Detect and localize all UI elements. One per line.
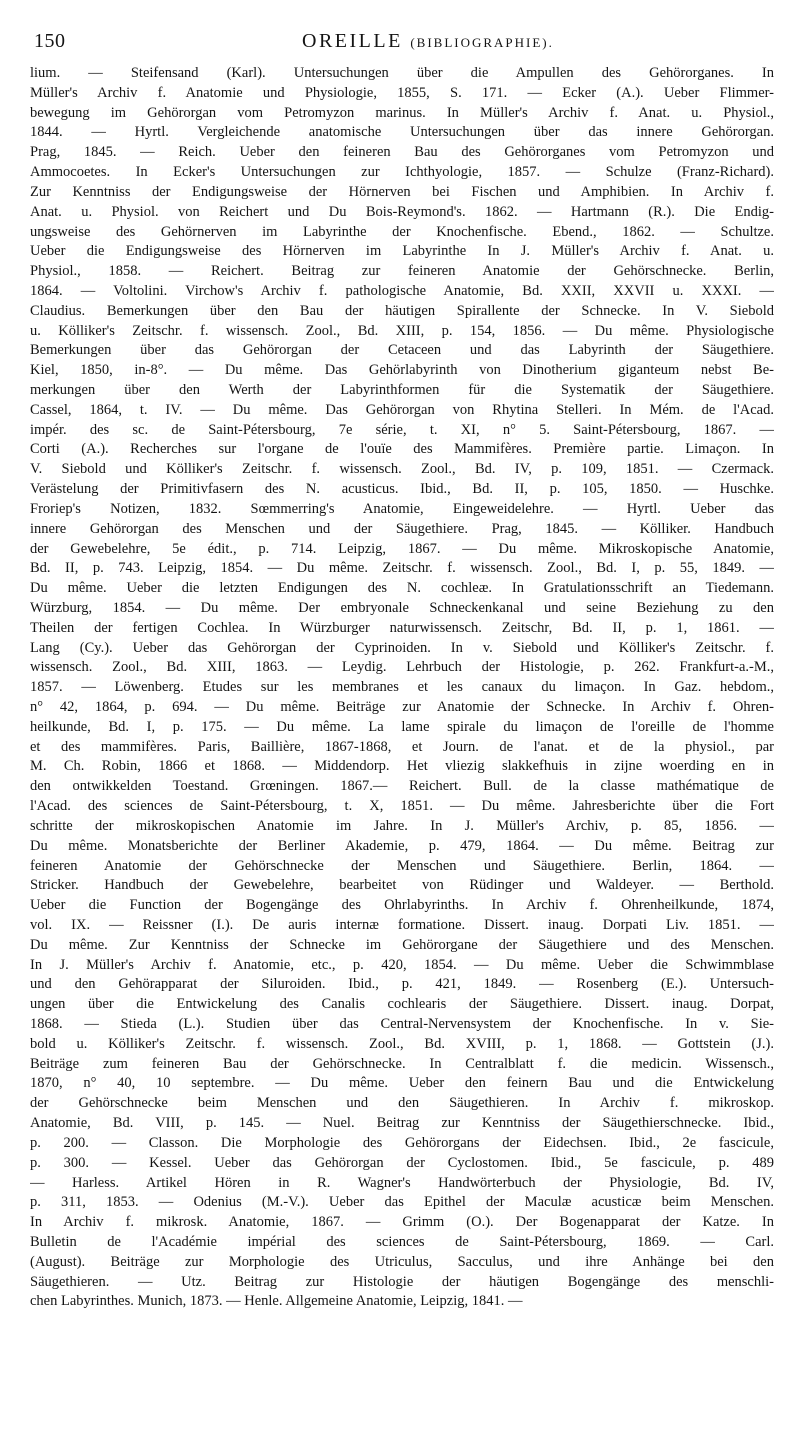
text-line: Würzburg, 1854. — Du même. Der embryonale Schneckenkanal und seine Beziehung zu den: [30, 599, 774, 616]
text-line: vol. IX. — Reissner (I.). De auris internæ formatione. Dissert. inaug. Dorpati Liv. 1851. —: [30, 916, 774, 933]
text-line: chen Labyrinthes. Munich, 1873. — Henle. Allgemeine Anatomie, Leipzig, 1841. —: [30, 1293, 523, 1310]
running-title: [302, 30, 554, 53]
text-line: wissensch. Zool., Bd. XIII, 1863. — Leydig. Lehrbuch der Histologie, p. 262. Frankfurt-a.-M.,: [30, 659, 774, 676]
text-line: Claudius. Bemerkungen über den Bau der häutigen Spirallente der Schnecke. In V. Siebold: [30, 302, 774, 319]
text-line: n° 42, 1864, p. 694. — Du même. Beiträge zur Anatomie der Schnecke. In Archiv f. Ohren-: [30, 699, 774, 715]
text-line: Froriep's Notizen, 1832. Sœmmerring's Anatomie, Eingeweidelehre. — Hyrtl. Ueber das: [30, 500, 774, 517]
text-line: 1857. — Löwenberg. Etudes sur les membranes et les canaux du limaçon. In Gaz. hebdom.,: [30, 679, 774, 696]
text-line: Du même. Monatsberichte der Berliner Akademie, p. 479, 1864. — Du même. Beitrag zur: [30, 837, 774, 854]
text-line: Lang (Cy.). Ueber das Gehörorgan der Cyprinoiden. In v. Siebold und Kölliker's Zeitschr. f.: [30, 639, 774, 656]
text-line: In J. Müller's Archiv f. Anatomie, etc., p. 420, 1854. — Du même. Ueber die Schwimmblase: [30, 956, 774, 973]
text-line: 1870, n° 40, 10 septembre. — Du même. Ueber den feinern Bau und die Entwickelung: [30, 1075, 774, 1092]
text-line: bold u. Kölliker's Zeitschr. f. wissensch. Zool., Bd. XVIII, p. 1, 1868. — Gottstein (J.).: [30, 1035, 774, 1052]
text-line: Ueber die Function der Bogengänge des Ohrlabyrinths. In Archiv f. Ohrenheilkunde, 1874,: [30, 897, 774, 914]
running-title-subtitle: (BIBLIOGRAPHIE).: [410, 35, 554, 50]
text-line: Säugethieren. — Utz. Beitrag zur Histologie der häutigen Bogengänge des menschli-: [30, 1273, 774, 1290]
text-line: 1868. — Stieda (L.). Studien über das Central-Nervensystem der Knochenfische. In v. Sie-: [30, 1016, 774, 1032]
text-line: bewegung im Gehörorgan vom Petromyzon marinus. In Müller's Archiv f. Anat. u. Physiol.,: [30, 104, 774, 121]
text-line: Theilen der fertigen Cochlea. In Würzburger naturwissensch. Zeitschr, Bd. II, p. 1, 1861. —: [30, 619, 774, 636]
text-line: et des mammifères. Paris, Baillière, 1867-1868, et Journ. de l'anat. et de la physiol., par: [30, 738, 774, 755]
running-title-main: OREILLE: [302, 30, 403, 52]
bibliography-text: [30, 64, 774, 1312]
text-line: Du même. Zur Kenntniss der Schnecke im Gehörorgane der Säugethiere und des Menschen.: [30, 936, 774, 953]
text-line: In Archiv f. mikrosk. Anatomie, 1867. — Grimm (O.). Der Bogenapparat der Katze. In: [30, 1214, 774, 1231]
text-line: ungen über die Entwickelung des Canalis cochlearis der Säugethiere. Dissert. inaug. Dorpat,: [30, 996, 774, 1013]
text-line: — Harless. Artikel Hören in R. Wagner's Handwörterbuch der Physiologie, Bd. IV,: [30, 1174, 774, 1191]
text-line: Stricker. Handbuch der Gewebelehre, bearbeitet von Rüdinger und Waldeyer. — Berthold.: [30, 877, 774, 894]
text-line: (August). Beiträge zur Morphologie des Utriculus, Sacculus, und ihre Anhänge bei den: [30, 1253, 774, 1270]
text-line: feineren Anatomie der Gehörschnecke der Menschen und Säugethiere. Berlin, 1864. —: [30, 857, 774, 874]
text-line: Verästelung der Primitivfasern des N. acusticus. Ibid., Bd. II, p. 105, 1850. — Huschke.: [30, 481, 774, 498]
text-line: p. 311, 1853. — Odenius (M.-V.). Ueber das Epithel der Maculæ acusticæ beim Menschen.: [30, 1194, 774, 1211]
text-line: Du même. Ueber die letzten Endigungen des N. cochleæ. In Gratulationsschrift an Tiedemann.: [30, 580, 774, 597]
text-line: Anat. u. Physiol. von Reichert und Du Bois-Reymond's. 1862. — Hartmann (R.). Die Endig-: [30, 203, 774, 220]
text-line: Kiel, 1850, in-8°. — Du même. Das Gehörlabyrinth von Dinotherium giganteum nebst Be-: [30, 362, 774, 379]
text-line: 1844. — Hyrtl. Vergleichende anatomische Untersuchungen über das innere Gehörorgan.: [30, 124, 774, 141]
text-line: den ontwikkelden Toestand. Grœningen. 1867.— Reichert. Bull. de la classe mathématique de: [30, 778, 774, 795]
text-line: und den Gehörapparat der Siluroiden. Ibid., p. 421, 1849. — Rosenberg (E.). Untersuch-: [30, 976, 774, 993]
text-line: Bemerkungen über das Gehörorgan der Cetaceen und das Labyrinth der Säugethiere.: [30, 342, 774, 359]
text-line: innere Gehörorgan des Menschen und der Säugethiere. Prag, 1845. — Kölliker. Handbuch: [30, 520, 774, 537]
text-line: Physiol., 1858. — Reichert. Beitrag zur feineren Anatomie der Gehörschnecke. Berlin,: [30, 263, 774, 280]
text-line: p. 200. — Classon. Die Morphologie des Gehörorgans der Eidechsen. Ibid., 2e fascicule,: [30, 1134, 774, 1151]
text-line: 1864. — Voltolini. Virchow's Archiv f. pathologische Anatomie, Bd. XXII, XXVII u. XXXI. —: [30, 282, 774, 299]
text-line: u. Kölliker's Zeitschr. f. wissensch. Zool., Bd. XIII, p. 154, 1856. — Du même. Physiologische: [30, 322, 774, 339]
text-line: l'Acad. des sciences de Saint-Pétersbourg, t. X, 1851. — Du même. Jahresberichte über die Fort: [30, 798, 774, 815]
text-line: Beiträge zum feineren Bau der Gehörschnecke. In Centralblatt f. die medicin. Wissensch.,: [30, 1055, 774, 1072]
text-line: Ueber die Endigungsweise des Hörnerven im Labyrinthe In J. Müller's Archiv f. Anat. u.: [30, 243, 774, 260]
text-line: heilkunde, Bd. I, p. 175. — Du même. La lame spirale du limaçon de l'oreille de l'homme: [30, 718, 774, 735]
text-line: schritte der mikroskopischen Anatomie im Jahre. In J. Müller's Archiv, p. 85, 1856. —: [30, 817, 774, 834]
text-line: Corti (A.). Recherches sur l'organe de l'ouïe des Mammifères. Première partie. Limaçon. In: [30, 441, 774, 458]
text-line: impér. des sc. de Saint-Pétersbourg, 7e série, t. XI, n° 5. Saint-Pétersbourg, 1867. —: [30, 421, 774, 438]
text-line: Anatomie, Bd. VIII, p. 145. — Nuel. Beitrag zur Kenntniss der Säugethierschnecke. Ibid.,: [30, 1115, 774, 1132]
text-line: V. Siebold und Kölliker's Zeitschr. f. wissensch. Zool., Bd. IV, p. 109, 1851. — Czermack.: [30, 461, 774, 478]
text-line: lium. — Steifensand (Karl). Untersuchungen über die Ampullen des Gehörorganes. In: [30, 65, 774, 81]
page-number: 150: [34, 30, 66, 52]
text-line: Bd. II, p. 743. Leipzig, 1854. — Du même. Zeitschr. f. wissensch. Zool., Bd. I, p. 55, 1849. —: [30, 560, 774, 577]
text-line: Cassel, 1864, t. IV. — Du même. Das Gehörorgan von Rhytina Stelleri. In Mém. de l'Acad.: [30, 401, 774, 418]
text-line: ungsweise des Gehörnerven im Labyrinthe der Knochenfische. Ebend., 1862. — Schultze.: [30, 223, 774, 240]
text-line: Müller's Archiv f. Anatomie und Physiologie, 1855, S. 171. — Ecker (A.). Ueber Flimmer-: [30, 84, 774, 101]
text-line: der Gehörschnecke beim Menschen und den Säugethieren. In Archiv f. mikroskop.: [30, 1095, 774, 1112]
text-line: Prag, 1845. — Reich. Ueber den feineren Bau des Gehörorganes vom Petromyzon und: [30, 144, 774, 161]
text-line: Bulletin de l'Académie impérial des sciences de Saint-Pétersbourg, 1869. — Carl.: [30, 1233, 774, 1250]
text-line: p. 300. — Kessel. Ueber das Gehörorgan der Cyclostomen. Ibid., 5e fascicule, p. 489: [30, 1154, 774, 1171]
text-line: M. Ch. Robin, 1866 et 1868. — Middendorp. Het vliezig slakkefhuis in zijne woerding en in: [30, 758, 774, 775]
page-header: [34, 30, 774, 66]
text-line: Ammocoetes. In Ecker's Untersuchungen zur Ichthyologie, 1857. — Schulze (Franz-Richard).: [30, 164, 774, 181]
text-line: der Gewebelehre, 5e édit., p. 714. Leipzig, 1867. — Du même. Mikroskopische Anatomie,: [30, 540, 774, 557]
text-line: merkungen über den Werth der Labyrinthformen für die Systematik der Säugethiere.: [30, 382, 774, 398]
text-line: Zur Kenntniss der Endigungsweise der Hörnerven bei Fischen und Amphibien. In Archiv f.: [30, 183, 774, 200]
